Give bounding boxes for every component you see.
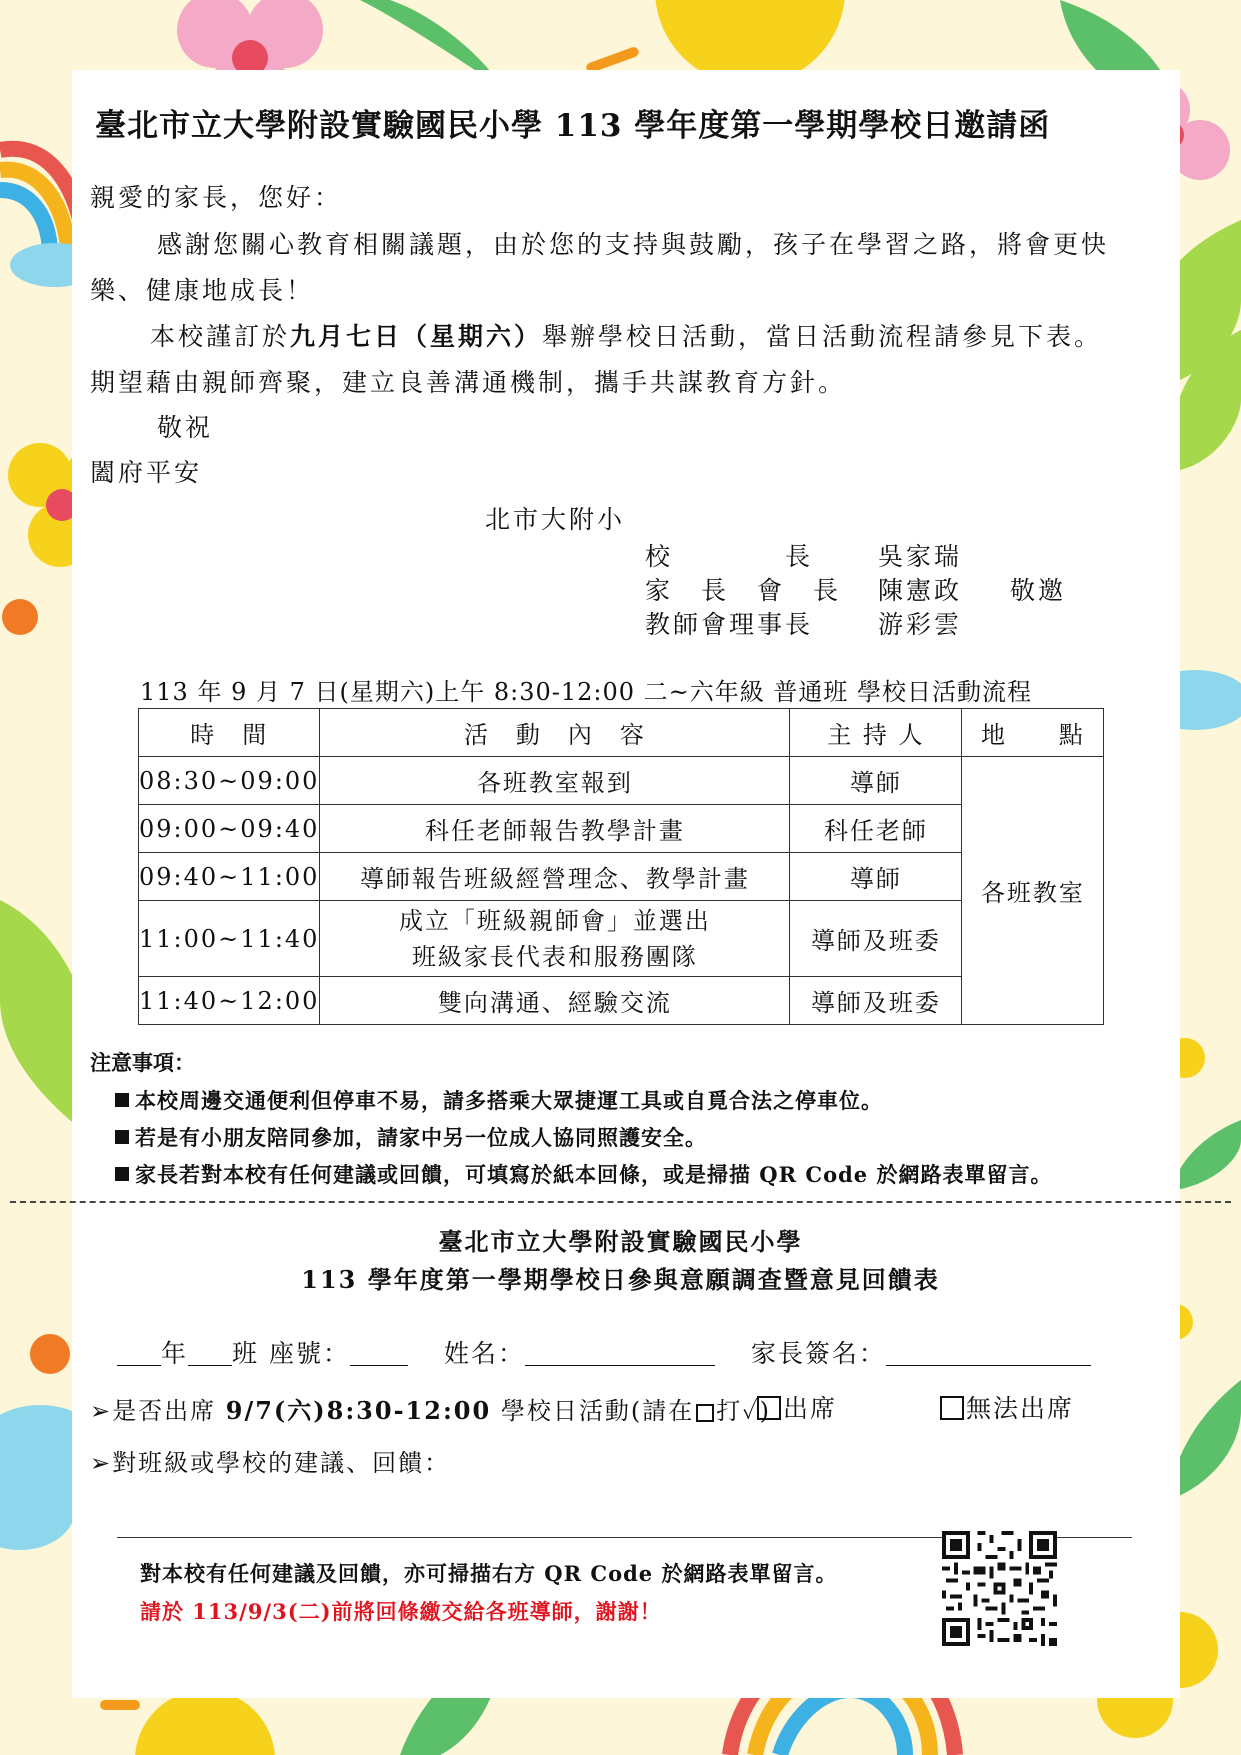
row-time: 09:00~09:40 bbox=[139, 805, 320, 853]
row-host: 科任老師 bbox=[790, 805, 962, 853]
invite-word: 敬邀 bbox=[1010, 576, 1067, 605]
closing-respect: 敬祝 bbox=[157, 413, 214, 442]
row-time: 08:30~09:00 bbox=[139, 757, 320, 805]
form-title: 113 學年度第一學期學校日參與意願調查暨意見回饋表 bbox=[301, 1265, 940, 1294]
bullet-square-icon bbox=[115, 1093, 129, 1107]
absent-checkbox[interactable] bbox=[940, 1396, 964, 1420]
row-time: 11:00~11:40 bbox=[139, 901, 320, 977]
invitation-title: 臺北市立大學附設實驗國民小學 113 學年度第一學期學校日邀請函 bbox=[95, 108, 1051, 144]
class-field[interactable] bbox=[188, 1343, 232, 1366]
row-activity bbox=[320, 901, 790, 977]
name-field[interactable] bbox=[525, 1343, 715, 1366]
row-activity-line2: 班級家長代表和服務團隊 bbox=[411, 942, 698, 971]
schedule-header-row bbox=[139, 709, 1104, 757]
signer-name-pta: 陳憲政 bbox=[878, 576, 963, 605]
row-activity: 雙向溝通、經驗交流 bbox=[320, 977, 790, 1025]
paragraph2-line1 bbox=[150, 317, 1102, 353]
note-text: 家長若對本校有任何建議或回饋，可填寫於紙本回條，或是掃描 QR Code 於網路表單留言。 bbox=[135, 1162, 1053, 1187]
row-activity-line1: 成立「班級親師會」並選出 bbox=[398, 906, 711, 935]
paragraph2-prefix: 本校謹訂於 bbox=[150, 322, 291, 351]
table-row bbox=[139, 977, 1104, 1025]
signer-name-teachers: 游彩雲 bbox=[878, 610, 963, 639]
paragraph1-line2: 樂、健康地成長！ bbox=[90, 276, 315, 305]
name-label: 姓名： bbox=[443, 1339, 525, 1368]
qr-code-icon[interactable] bbox=[942, 1531, 1057, 1646]
note-item bbox=[115, 1122, 707, 1152]
attend-q-suffix: 學校日活動(請在 bbox=[491, 1397, 695, 1425]
deadline-note: 請於 113/9/3(二)前將回條繳交給各班導師，謝謝！ bbox=[140, 1599, 662, 1624]
signer-role-pta: 家 長 會 長 bbox=[645, 576, 842, 605]
row-host: 導師 bbox=[790, 757, 962, 805]
signer-role-teachers: 教師會理事長 bbox=[645, 610, 814, 639]
attend-q-date: 9/7(六)8:30-12:00 bbox=[225, 1396, 492, 1425]
schedule-table bbox=[138, 708, 1104, 1025]
school-short-name: 北市大附小 bbox=[485, 505, 626, 534]
absent-label: 無法出席 bbox=[966, 1394, 1075, 1423]
paragraph2-suffix: 舉辦學校日活動，當日活動流程請參見下表。 bbox=[542, 322, 1103, 351]
attend-q-end: 打✓) bbox=[716, 1397, 772, 1425]
row-activity: 科任老師報告教學計畫 bbox=[320, 805, 790, 853]
header-host: 主 持 人 bbox=[790, 709, 962, 757]
bullet-square-icon bbox=[115, 1130, 129, 1144]
form-title-school: 臺北市立大學附設實驗國民小學 bbox=[438, 1227, 803, 1256]
parent-sign-field[interactable] bbox=[886, 1343, 1091, 1366]
option-absent[interactable] bbox=[940, 1389, 1074, 1425]
table-row bbox=[139, 805, 1104, 853]
header-time: 時 間 bbox=[139, 709, 320, 757]
note-item bbox=[115, 1159, 1052, 1189]
checkbox-sample-icon bbox=[696, 1404, 714, 1422]
row-time: 09:40~11:00 bbox=[139, 853, 320, 901]
class-label: 班 bbox=[232, 1339, 260, 1368]
paragraph1-line1: 感謝您關心教育相關議題，由於您的支持與鼓勵，孩子在學習之路，將會更快 bbox=[157, 230, 1110, 259]
paragraph2-line2: 期望藉由親師齊聚，建立良善溝通機制，攜手共謀教育方針。 bbox=[90, 368, 847, 397]
table-row bbox=[139, 757, 1104, 805]
option-attend[interactable] bbox=[757, 1389, 837, 1425]
grade-label: 年 bbox=[161, 1339, 189, 1368]
schedule-caption: 113 年 9 月 7 日(星期六)上午 8:30-12:00 二~六年級 普通班 學校日活動流程 bbox=[140, 678, 1033, 706]
table-row bbox=[139, 853, 1104, 901]
greeting: 親愛的家長，您好： bbox=[90, 183, 343, 212]
row-host: 導師 bbox=[790, 853, 962, 901]
row-activity: 各班教室報到 bbox=[320, 757, 790, 805]
row-time: 11:40~12:00 bbox=[139, 977, 320, 1025]
note-text: 若是有小朋友陪同參加，請家中另一位成人協同照護安全。 bbox=[135, 1125, 707, 1150]
grade-field[interactable] bbox=[117, 1343, 161, 1366]
closing-wish: 闔府平安 bbox=[90, 458, 203, 487]
student-info-row bbox=[117, 1334, 1091, 1370]
row-host: 導師及班委 bbox=[790, 901, 962, 977]
seat-label: 座號： bbox=[268, 1339, 350, 1368]
row-host: 導師及班委 bbox=[790, 977, 962, 1025]
attend-checkbox[interactable] bbox=[757, 1396, 781, 1420]
parent-sign-label: 家長簽名： bbox=[750, 1339, 886, 1368]
signer-role-principal: 校 長 bbox=[645, 542, 814, 571]
cut-line bbox=[10, 1201, 1231, 1203]
notes-title: 注意事項： bbox=[90, 1050, 195, 1075]
header-activity: 活 動 內 容 bbox=[320, 709, 790, 757]
row-activity: 導師報告班級經營理念、教學計畫 bbox=[320, 853, 790, 901]
qr-note: 對本校有任何建議及回饋，亦可掃描右方 QR Code 於網路表單留言。 bbox=[140, 1561, 838, 1586]
attend-q-prefix: ➢是否出席 bbox=[90, 1397, 226, 1425]
signer-name-principal: 吳家瑞 bbox=[878, 542, 963, 571]
note-item bbox=[115, 1085, 883, 1115]
bullet-square-icon bbox=[115, 1167, 129, 1181]
event-date: 九月七日（星期六） bbox=[290, 322, 543, 351]
seat-field[interactable] bbox=[350, 1343, 408, 1366]
feedback-question: ➢對班級或學校的建議、回饋： bbox=[90, 1449, 451, 1477]
location-cell: 各班教室 bbox=[962, 757, 1104, 1025]
attendance-question bbox=[90, 1391, 771, 1426]
note-text: 本校周邊交通便利但停車不易，請多搭乘大眾捷運工具或自覓合法之停車位。 bbox=[135, 1088, 883, 1113]
attend-label: 出席 bbox=[783, 1394, 838, 1423]
header-location: 地 點 bbox=[962, 709, 1104, 757]
table-row bbox=[139, 901, 1104, 977]
